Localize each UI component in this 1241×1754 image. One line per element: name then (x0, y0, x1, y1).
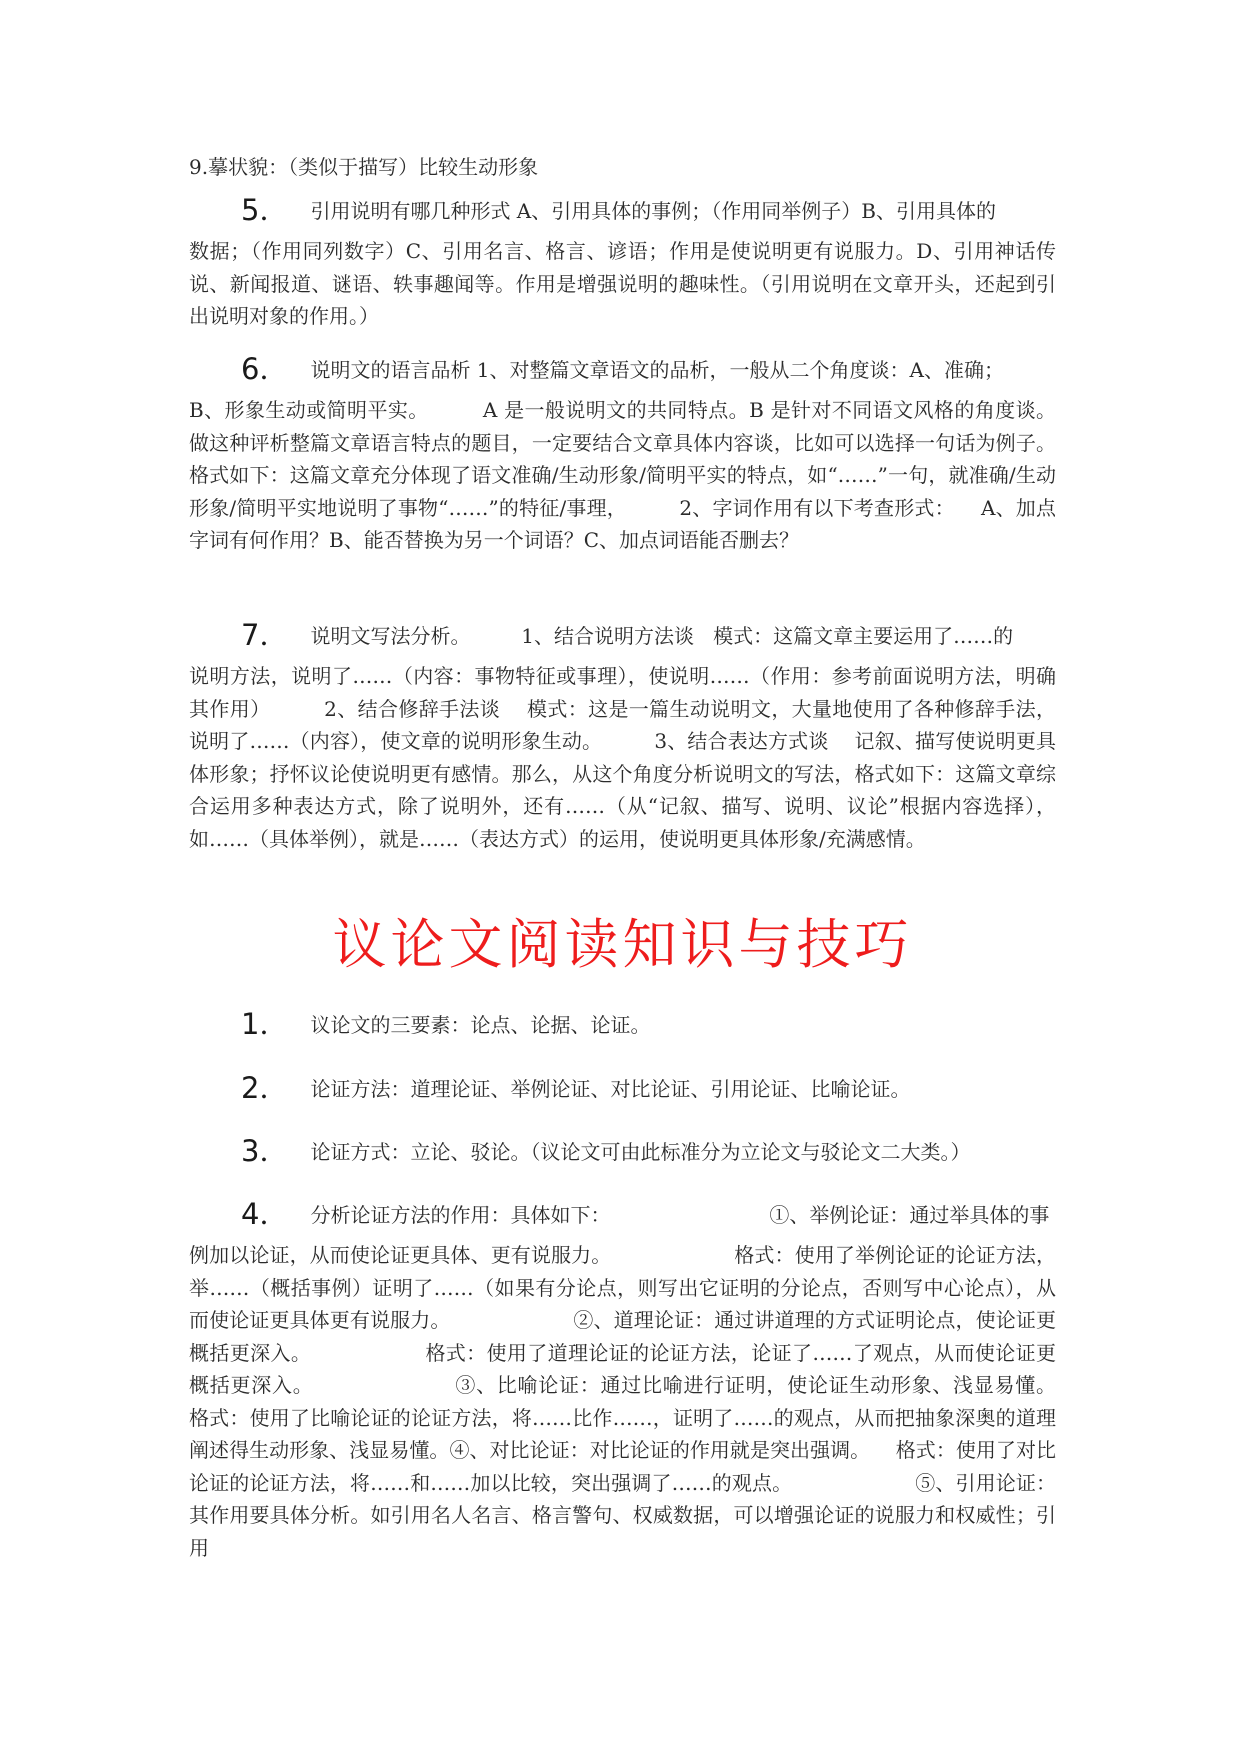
section-7 (189, 617, 1056, 855)
section-7-number: 7． (241, 618, 289, 652)
argument-item-4 (189, 1196, 1107, 1564)
argument-item-1 (189, 1006, 1056, 1043)
section-6-body: B、形象生动或简明平实。 A 是一般说明文的共同特点。B 是针对不同语文风格的角度谈。做这种评析整篇文章语言特点的题目，一定要结合文章具体内容谈，比如可以选择一句话为例子。 格式如下：这篇文章充分体现了语文准确/生动形象/简明平实的特点，如“……”一句，就准确/生动形象/简明平实地说明了事物“……”的特征/事理， 2、字词作用有以下考查形式： A、加点字词有何作用？B、能否替换为另一个词语？C、加点词语能否删去？ (189, 398, 1107, 552)
section-5 (189, 192, 1056, 333)
section-6-heading: 说明文的语言品析 1、对整篇文章语文的品析，一般从二个角度谈：A、准确； (310, 358, 1004, 382)
argument-item-2-text: 论证方法：道理论证、举例论证、对比论证、引用论证、比喻论证。 (310, 1077, 911, 1101)
section-7-heading: 说明文写法分析。 1、结合说明方法谈 模式：这篇文章主要运用了……的 (310, 624, 1014, 648)
argument-item-4-number: 4． (241, 1197, 289, 1231)
argument-item-3-number: 3． (241, 1134, 289, 1168)
argument-item-3 (189, 1133, 1056, 1170)
section-6 (189, 351, 1107, 557)
argument-item-2 (189, 1070, 1056, 1107)
section-5-body: 数据；（作用同列数字）C、引用名言、格言、谚语；作用是使说明更有说服力。D、引用神话传说、新闻报道、谜语、轶事趣闻等。作用是增强说明的趣味性。（引用说明在文章开头，还起到引出说明对象的作用。） (189, 239, 1056, 328)
argument-item-1-number: 1． (241, 1007, 289, 1041)
argument-essay-title: 议论文阅读知识与技巧 (332, 913, 913, 976)
section-5-heading: 引用说明有哪几种形式 A、引用具体的事例；（作用同举例子）B、引用具体的 (310, 199, 996, 223)
section-6-number: 6． (241, 352, 289, 386)
argument-item-4-body: 例加以论证，从而使论证更具体、更有说服力。 格式：使用了举例论证的论证方法，举……（概括事例）证明了……（如果有分论点，则写出它证明的分论点，否则写中心论点），从而使论证更具体更有说服力。 ②、道理论证：通过讲道理的方式证明论点，使论证更概括更深入。 格式：使用了道理论证的论证方法，论证了……了观点，从而使论证更概括更深入。 ③、比喻论证：通过比喻进行证明，使论证生动形象、浅显易懂。 格式：使用了比喻论证的论证方法，将……比作……，证明了……的观点，从而把抽象深奥的道理阐述得生动形象、浅显易懂。④、对比论证：对比论证的作用就是突出强调。 格式：使用了对比论证的论证方法，将……和……加以比较，突出强调了……的观点。 ⑤、引用论证：其作用要具体分析。如引用名人名言、格言警句、权威数据，可以增强论证的说服力和权威性；引用 (189, 1243, 1107, 1560)
section-5-number: 5． (241, 193, 289, 227)
argument-item-4-heading: 分析论证方法的作用：具体如下： ①、举例论证：通过举具体的事 (310, 1203, 1050, 1227)
section-7-body: 说明方法，说明了……（内容：事物特征或事理），使说明……（作用：参考前面说明方法，明确其作用） 2、结合修辞手法谈 模式：这是一篇生动说明文，大量地使用了各种修辞手法，说明了……（内容），使文章的说明形象生动。 3、结合表达方式谈 记叙、描写使说明更具体形象；抒怀议论使说明更有感情。那么，从这个角度分析说明文的写法，格式如下：这篇文章综合运用多种表达方式，除了说明外，还有……（从“记叙、描写、说明、议论”根据内容选择），如……（具体举例），就是……（表达方式）的运用，使说明更具体形象/充满感情。 (189, 664, 1056, 851)
argument-item-3-text: 论证方式：立论、驳论。（议论文可由此标准分为立论文与驳论文二大类。） (310, 1140, 971, 1164)
argument-item-1-text: 议论文的三要素：论点、论据、论证。 (310, 1013, 651, 1037)
argument-item-2-number: 2． (241, 1071, 289, 1105)
line-9-text: 9.摹状貌：（类似于描写）比较生动形象 (189, 155, 539, 179)
